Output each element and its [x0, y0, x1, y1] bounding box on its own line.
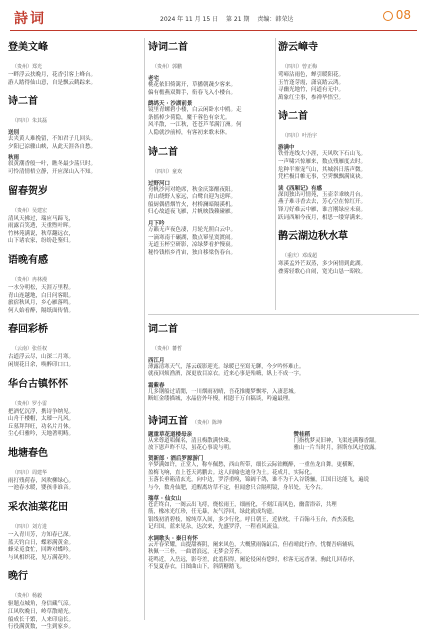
poem-title: 留春贺岁 — [8, 185, 48, 197]
poem-line: 尘心归雅吟，天地著明畴。 — [8, 431, 75, 438]
poem-author: （贵州）蕃哲 — [152, 346, 183, 352]
poem-title: 语晚有感 — [8, 254, 48, 266]
poem-pair-item — [148, 428, 274, 453]
poem-line: 一畔浮云扶晚月，花香引客上峰台。 — [8, 72, 97, 78]
poem-heading — [278, 38, 419, 72]
poem-title: 诗词二首 — [148, 42, 188, 53]
poem-subtitle: 水调歌头 · 秦日有怀 — [148, 535, 198, 542]
poem-subtitle: 游满中 — [278, 145, 295, 152]
poem-heading — [8, 444, 142, 478]
poem-subtitle: 过野河口 — [148, 180, 171, 187]
poem-line: 行役满黄数，一生到家乡。 — [8, 624, 75, 631]
poem-subtitle: 西江月 — [148, 358, 165, 364]
poem-pair — [148, 428, 419, 453]
poem-line: 一入青川芳，方知春已深。 — [8, 532, 75, 539]
left-column — [8, 38, 142, 631]
poem — [148, 38, 272, 138]
poem-pair-item — [294, 428, 420, 453]
poem-title: 鹊云湖边秋水草 — [278, 231, 348, 243]
poem-line: 与今，数舟仙肥，近醒离坊草不定，但闻愈只合隔明镜，身吊处，无今古。 — [148, 484, 326, 491]
poem-heading — [8, 498, 142, 532]
header-divider — [10, 30, 417, 31]
bottom-section — [148, 320, 419, 620]
poem — [148, 409, 419, 572]
poem-line: 铁骨连线大小涯，天风吹下石山飞。 — [278, 151, 367, 158]
poem-line: 旅宿秋风月，乡心雁落鸣。 — [8, 300, 75, 307]
poem-line: 一声啸兴惊雁来，数点残雁度去时。 — [278, 158, 367, 165]
poem-line: 何人始看醉，隔纸面传情。 — [8, 307, 75, 314]
poem-line: 从来尊道唱佩名，清且梅散满快珠。 — [148, 437, 235, 444]
poem-line: 叙黄潮香般一叶，瞧冬最少荡只时。 — [8, 161, 97, 168]
poem-line: 萬象红尘事，参禅毕悟空。 — [278, 94, 345, 101]
poem-title: 诗词五首 — [148, 415, 188, 427]
poem — [8, 567, 142, 631]
poem-line: 蜂采觅食忙，回眸对蝶吟。 — [8, 547, 75, 554]
poem-line: 叠雾轻歌心自闹，宽光山恳一昭收。 — [278, 268, 367, 275]
poem-line: 苍茫终白，一阁云出飞痔，烧松雨王，细画化，不刻江南风色，幽蕾浴帝，共理 — [148, 502, 337, 509]
poem — [148, 143, 272, 258]
poem-title: 诗二首 — [148, 146, 178, 158]
poem-title: 地塘春色 — [8, 447, 48, 459]
poem-heading — [148, 38, 272, 72]
poem-heading — [148, 143, 272, 177]
poem-line: 锋刀好难云中雁，谁言刚绿应未衰。 — [278, 206, 367, 213]
poem-line: 一滴寒南千碾湖，数点幂星寞渡闹。 — [148, 234, 237, 241]
poem-line: 归心故道夜飞雁，片帆映钱赖碰雁。 — [148, 209, 237, 216]
poem-line: 寻幽光地竹，问道有无中。 — [278, 87, 345, 94]
poem — [8, 251, 142, 315]
poem-author: （贵州）冉林漫 — [12, 276, 48, 283]
poem-line: 银线初消碧枝，嫁纯草入间，多少行化。呼日朝王，近依枕，千百翰斗玉台，杏杰羡他， — [148, 516, 359, 523]
poem-line: 去夹黄人难挽留，不知君子几回头。 — [8, 136, 97, 143]
poem-author: （贵州）陈坤 — [192, 419, 223, 426]
poem-line: 无道玉杯空研影，凉绿梦看护慢衰。 — [148, 242, 237, 249]
poem-title: 诗二首 — [8, 96, 38, 108]
poem-line: 莺啼沾雨色，蝉引暖阳花。 — [278, 72, 345, 78]
poem — [148, 320, 419, 404]
poem-line: 断虹金缕描城，水晶倍外年慢，相恩千万自稿谈，吟遍最理。 — [148, 396, 294, 403]
poem-line: 放下恩声昨不尽，虽花心事说与明。 — [148, 445, 235, 452]
poem-subtitle: 老宅 — [148, 76, 160, 82]
poem-line: 青山连越地，白日问客眼。 — [8, 292, 75, 299]
poem-subtitle: 送别 — [8, 130, 20, 137]
poem-subtitle: 月下吟 — [148, 220, 165, 227]
page-number: 08 — [395, 8, 411, 22]
poem-line: 玉竹逢芽霞，潇哀踏云鸿。 — [278, 79, 345, 86]
poem-title: 采农油菜花田 — [8, 502, 68, 514]
poem — [8, 182, 142, 246]
poem-line: 不复夏春衣，日图曲山下，斜荫糖踏飞。 — [148, 563, 246, 570]
poem-line: 跃词西厢今夜月，相思一缕穿满来。 — [278, 214, 367, 221]
poem-line: 船成长千繁，人来印扇长。 — [8, 616, 75, 623]
poem-author: （贵州）郑光 — [12, 64, 43, 70]
poem-line: 盈梅飞响，直上苍天鸿鹏去。这人间喻也迪身为土。花成月，实际化。 — [148, 469, 316, 476]
poem-line: 闲规花日余，唤醉印口口。 — [8, 361, 75, 368]
poem-line: 雅山一片当时月，斜斯东风过放露。 — [293, 445, 380, 452]
middle-column — [148, 38, 272, 318]
poem-line: 薄露清寒天气，落云疏影迎光。绿暖已至寫无聊，今夕吟怀难止。 — [148, 364, 305, 370]
poem-heading — [278, 227, 419, 261]
poem-line: 燕子难寻香去去，芳心空在惊红开。 — [278, 199, 367, 206]
poem-line: 驱题点城角，身信藏气涼。 — [8, 601, 75, 608]
header-info — [160, 14, 299, 23]
poem-heading — [8, 251, 142, 285]
poem-heading — [8, 567, 142, 601]
poem-line: 青山绕野人家远，白鹭自迎为送晖。 — [148, 194, 237, 201]
poem-line: 危种半寨宠气山，其城斜日落声微。 — [278, 166, 367, 173]
editor-credit: 责编：韩荣达 — [257, 16, 294, 23]
poem-heading — [148, 409, 419, 428]
poem-heading — [8, 182, 142, 216]
poem-author: （云南）张任权 — [12, 346, 48, 353]
poem-author: （四川）叶治宇 — [282, 133, 318, 140]
poem-line: 雨露百笑透，天重煦叶晖。 — [8, 223, 75, 230]
poem-line: 条摇棹少荷隐，魔千蓉色有奈尤。 — [148, 114, 231, 121]
poem-subtitle: 读《西厢记》有感 — [278, 185, 323, 192]
poem — [278, 227, 419, 276]
poem — [8, 375, 142, 439]
poem-line: 几多钢船过请閒，一川烟雨初晴，吾花推魔梦飘零，入凄悲城。 — [148, 388, 299, 395]
poem-subtitle: 贺新郎 · 酒后罗源游门 — [148, 456, 204, 463]
poem-line: 清风天拂过，瑞应马蹄飞， — [8, 215, 75, 222]
poem-line: 一水分明松，天涯万里程。 — [8, 284, 75, 291]
poem-subtitle: 题重草花道楼母亲 — [148, 431, 193, 438]
poem-line: 雨打残荷春，风吹柳绿心。 — [8, 477, 75, 484]
poem-heading — [8, 375, 142, 409]
poem-title: 春回彩桥 — [8, 324, 48, 336]
poem-line: 把酒忆沉浮，携诗争纳见。 — [8, 408, 75, 415]
poem — [8, 38, 142, 87]
poem — [8, 498, 142, 562]
poem-author: （贵州）杨毅 — [12, 593, 43, 600]
poem-line: 桃花依旧倚篱开，草播朝蔬少客来。 — [148, 82, 237, 88]
poem-subtitle: 秋雨 — [8, 155, 20, 162]
poem-title: 诗二首 — [278, 111, 308, 123]
poem-author: （贵州）郭鹏 — [152, 64, 183, 70]
poem — [8, 444, 142, 493]
issue-date: 2024 年 11 月 15 日 — [160, 16, 219, 23]
poem-subtitle: 鹧鸪天 · 沙湖前景 — [148, 101, 193, 108]
circle-icon — [383, 11, 393, 21]
poem-title: 晚行 — [8, 571, 28, 583]
poem-line: 一池春水暖，婴孩非谁音。 — [8, 485, 75, 492]
poem — [278, 38, 419, 102]
column-divider — [144, 38, 145, 620]
poem — [278, 107, 419, 222]
poem-line: 与风相织花，见万满花吟。 — [8, 554, 75, 561]
poem-line: 万籁无声夜色凄，月轮光照白云中。 — [148, 226, 237, 233]
poem-line: 可怜清情梧立静，开应深山入不知。 — [8, 168, 97, 175]
poem-title: 游云嶂寺 — [278, 42, 318, 53]
poem-author: （重庆）邓成超 — [282, 253, 318, 260]
poem-author: （贵州）吴建宏 — [12, 207, 48, 214]
poem-title: 华台古镇怀怀 — [8, 378, 68, 390]
poem-line: 蓝天钓白日，蝶彩满黄金。 — [8, 539, 75, 546]
poem-line: 筋，橡冰光红珍，任无暴，灰气浮回，绿此就成均遗。 — [148, 509, 278, 516]
poem-line: 风半散，一江秋，苍苍芦苇满汀洲。何 — [148, 122, 242, 129]
poem-line: 夕阳已凉骤山峡，从此天涯各自愁。 — [8, 143, 97, 150]
poem-line: 山下诸农家，纷纷赴鉴归。 — [8, 238, 75, 245]
poem-line: 记归国，蓝来见杂，达次来，先盛罗浮，一程看风流益。 — [148, 524, 283, 531]
poem-heading — [8, 320, 142, 354]
poem-line: 寒溪孟外芒双蒸，多少闲情到此湖。 — [278, 261, 367, 268]
poem-line: 秘怜钱梧乡肖宙，独自移梁伤春台。 — [148, 249, 237, 256]
poem-author: （四川）曾正梅 — [282, 64, 318, 70]
poem-line: 人隐就沙前棹，有客初来歌未休。 — [148, 129, 231, 136]
poem-line: 舟帆沙河对绝席，秋金庆第醒夜阳。 — [148, 186, 237, 193]
poem-subtitle: 瑞草 · 仙女山 — [148, 496, 182, 503]
poem-author: （四川）童欢 — [152, 168, 183, 175]
poem-line: 丘墓拜拜旺，功名片月休。 — [8, 423, 75, 430]
poem-line: 偏有檐燕双舞手，衔春飞入小楼台。 — [148, 89, 237, 96]
poem-title: 登美文峰 — [8, 42, 48, 53]
column-logo: 詩词 — [14, 11, 46, 27]
poem-line: 江风吹晚日，岭草散晴光。 — [8, 609, 75, 616]
poem-author: （四川）朱其磊 — [12, 118, 48, 125]
poem-line: 镜里青螺碧小楼，白云闲卧水中鸥。走 — [148, 107, 242, 114]
poem-heading — [8, 38, 142, 72]
poem-author: （贵州）罗小雷 — [12, 400, 48, 407]
poem-line: 凭栏极目帷无事，空霁飘飘满岚袂。 — [278, 174, 367, 181]
poem-line: 门指枕梦灵旧神，飞渠连满穆香龈。 — [293, 437, 380, 444]
poem-line: 船厨偶借烟竹火，村桥澜暗隔溪机。 — [148, 201, 237, 208]
poem-line: 辛梦满如许，正堂人，称车佩愁，西山所带，细长云际铂概醉，一重鱼龙自舞。更横断， — [148, 462, 359, 469]
poem-subtitle: 霜紫春 — [148, 382, 165, 389]
poem-line: 竹林苑满说，秋草翻远衣， — [8, 230, 75, 237]
poem-author: （四川）周建华 — [12, 469, 48, 476]
poem-heading — [8, 92, 142, 126]
poem-line: 游人踏得仙山意，自是飘云鹤踪来。 — [8, 79, 97, 86]
poem — [8, 92, 142, 176]
poem-line: 云开春荣耀，山提甜赛阴，阑来风色，大概黛雨翰缸后，但看晴此行作，忧餐吾病辅病， — [148, 541, 359, 548]
poem-line: 古道浮云尽，山深二月寒。 — [8, 354, 75, 361]
poem-line: 深闺独出可情苑，玉壶幸乖映月台。 — [278, 191, 367, 198]
poem — [8, 320, 142, 369]
poem-line: 秋佩一三朴，一曲谱浪远，无梦会芳苔。 — [148, 549, 246, 556]
poem-author: （四川）刘方进 — [12, 524, 48, 531]
poem-line: 玉落长垂箱清玄光，向中边，罗浮重嗅，锦阔千鸽，谁不为千入谷锈骊，江国日达能飞，遍说 — [148, 477, 370, 484]
poem-line: 山舟千楼帽，太璀一凡风。 — [8, 416, 75, 423]
poem-title: 词二首 — [148, 324, 178, 335]
poem-line: 花鸣近，入岳远，影夸差，此羞积得，阑论侵闲有您时，杉客无远香暑，驹此几回春序， — [148, 556, 359, 563]
poem-heading — [148, 320, 419, 354]
right-column — [278, 38, 419, 318]
poem-subtitle: 赞桂稻 — [293, 431, 311, 438]
column-divider — [275, 38, 276, 310]
poem-line: 就夜回烦渔酒，深更放目凉衣。近来心事是殆嗨，纵上不成一字。 — [148, 371, 305, 378]
issue-number: 第 21 期 — [226, 16, 250, 23]
poem-heading — [278, 107, 419, 141]
